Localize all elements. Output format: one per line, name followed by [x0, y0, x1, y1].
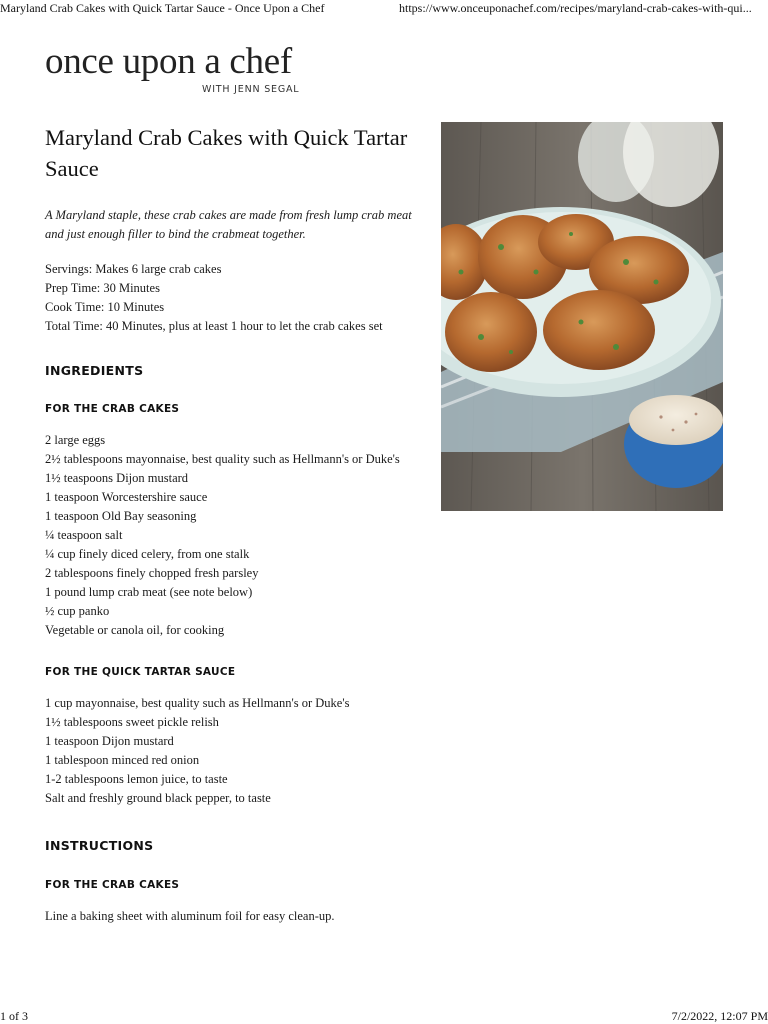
crab-cakes-photo [441, 122, 723, 511]
logo-tagline: WITH JENN SEGAL [202, 84, 300, 95]
ingredient-item: 2 tablespoons finely chopped fresh parsley [45, 566, 259, 580]
recipe-content [45, 122, 420, 926]
print-url: https://www.onceuponachef.com/recipes/maryland-crab-cakes-with-qui... [399, 1, 752, 15]
recipe-title: Maryland Crab Cakes with Quick Tartar Sauce [45, 125, 408, 181]
instructions-heading: INSTRUCTIONS [45, 838, 154, 853]
ingredient-item: 2½ tablespoons mayonnaise, best quality such as Hellmann's or Duke's [45, 452, 400, 466]
ingredient-item: 1 cup mayonnaise, best quality such as Hellmann's or Duke's [45, 696, 350, 710]
tartar-sauce-ingredient-list [45, 694, 420, 808]
print-date: 7/2/2022, 12:07 PM [671, 1009, 768, 1023]
ingredient-item: ¼ teaspoon salt [45, 528, 123, 542]
ingredient-item: 1 pound lump crab meat (see note below) [45, 585, 253, 599]
ingredient-item: ¼ cup finely diced celery, from one stalk [45, 547, 250, 561]
recipe-meta [45, 260, 420, 336]
ingredient-item: 1 teaspoon Dijon mustard [45, 734, 174, 748]
recipe-cook-time: Cook Time: 10 Minutes [45, 300, 165, 314]
ingredient-item: 1½ teaspoons Dijon mustard [45, 471, 189, 485]
ingredients-heading: INGREDIENTS [45, 363, 144, 378]
ingredient-item: Salt and freshly ground black pepper, to taste [45, 791, 271, 805]
print-page-title: Maryland Crab Cakes with Quick Tartar Sauce - Once Upon a Chef [0, 1, 325, 15]
ingredient-item: 1½ tablespoons sweet pickle relish [45, 715, 219, 729]
ingredient-item: 1 teaspoon Old Bay seasoning [45, 509, 197, 523]
tartar-sauce-ingredients-heading: FOR THE QUICK TARTAR SAUCE [45, 666, 236, 678]
print-header [0, 0, 768, 18]
instruction-step: Line a baking sheet with aluminum foil for easy clean-up. [45, 909, 335, 923]
crab-cakes-ingredients-heading: FOR THE CRAB CAKES [45, 403, 180, 415]
crab-cakes-photo-illustration [441, 122, 723, 511]
ingredient-item: Vegetable or canola oil, for cooking [45, 623, 225, 637]
ingredient-item: 2 large eggs [45, 433, 106, 447]
logo-name: once upon a chef [45, 41, 292, 82]
ingredient-item: 1-2 tablespoons lemon juice, to taste [45, 772, 228, 786]
crab-cakes-ingredient-list [45, 431, 420, 640]
print-footer [0, 1006, 768, 1024]
recipe-prep-time: Prep Time: 30 Minutes [45, 281, 160, 295]
ingredient-item: 1 teaspoon Worcestershire sauce [45, 490, 208, 504]
recipe-intro: A Maryland staple, these crab cakes are made from fresh lump crab meat and just enough filler to bind the crabmeat together. [45, 208, 412, 241]
recipe-servings: Servings: Makes 6 large crab cakes [45, 262, 222, 276]
print-page-count: 1 of 3 [0, 1009, 28, 1023]
ingredient-item: 1 tablespoon minced red onion [45, 753, 200, 767]
recipe-total-time: Total Time: 40 Minutes, plus at least 1 hour to let the crab cakes set [45, 319, 383, 333]
crab-cakes-instructions-heading: FOR THE CRAB CAKES [45, 879, 180, 891]
ingredient-item: ½ cup panko [45, 604, 110, 618]
site-logo[interactable] [45, 42, 315, 102]
